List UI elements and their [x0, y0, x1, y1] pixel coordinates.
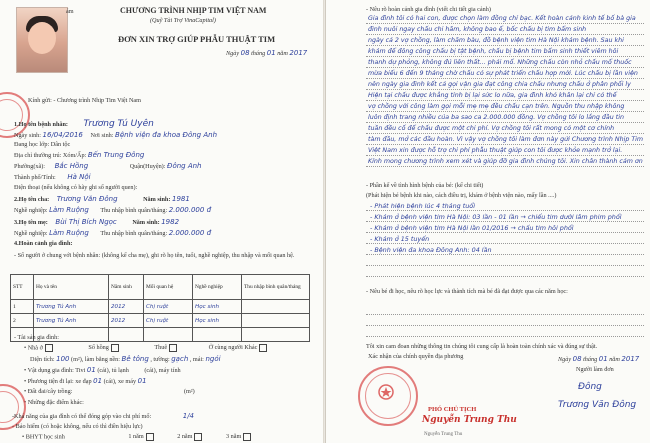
- other-row: • Những đặc điểm khác:: [24, 399, 84, 406]
- form-title: ĐƠN XIN TRỢ GIÚP PHẪU THUẬT TIM: [118, 34, 276, 44]
- program-title: CHƯƠNG TRÌNH NHỊP TIM VIỆT NAM: [120, 6, 267, 15]
- table-row: 2 Trương Tú Anh 2012 Chị ruột Học sinh: [11, 314, 310, 328]
- form-page-right: [325, 0, 650, 443]
- house-row: • Nhà ở Sổ hồng Thuê Ở cùng người Khác: [24, 344, 267, 352]
- col-relation: Mối quan hệ: [144, 275, 193, 300]
- local-authority-label: Xác nhận của chính quyền địa phương: [368, 353, 464, 360]
- applicant-name: Trương Văn Đông: [558, 400, 637, 410]
- area-row: Diện tích: 100 (m²), làm bằng nền: Bê tông , tường: gạch , mái: ngói: [30, 355, 221, 363]
- fund-subtitle: (Quỹ Tài Trợ VinaCapital): [150, 17, 216, 24]
- story-line: Hiện tại chấu được khẳng tỉnh bị lại sức lo nữa, gia đình khó khăn lại chỉ có thể: [368, 92, 617, 99]
- story-line: Gia đình tôi có hai con, được chọn làm đồng chỉ bạc. Kết hoàn cảnh kinh tế bố bà gia: [368, 15, 636, 22]
- table-row: 1 Trương Tú Anh 2012 Chị ruột Học sinh: [11, 300, 310, 314]
- family-story-question: - Nêu rõ hoàn cảnh gia đình (viết chi tiết gia cảnh): [366, 6, 491, 13]
- patient-name-row: 1.Họ tên bệnh nhân: Trương Tú Uyên: [14, 119, 154, 129]
- story-line: Kính mong chương trình xem xét và giúp đỡ gia đình chúng tôi. Xin chân thành cảm ơn: [368, 158, 643, 165]
- official-name: Nguyễn Trung Thu: [422, 415, 517, 425]
- org-fragment: ám: [66, 8, 74, 15]
- patient-photo: [16, 7, 68, 73]
- city-row: Thành phố/Tỉnh: Hà Nội: [14, 173, 91, 181]
- story-line: ngày cả 2 vợ chồng, làm chăm bàu, đồ bệnh viện tim Hà Nội khám bệnh. Sau khi: [368, 37, 624, 44]
- recipient-line: Kính gửi: - Chương trình Nhịp Tim Việt Nam: [28, 97, 141, 104]
- col-income: Thu nhập bình quân/tháng: [242, 275, 310, 300]
- illness-line: - Phát hiện bệnh lúc 4 tháng tuổi: [370, 202, 475, 210]
- transport-row: • Phương tiện đi lại: xe đạp 01 (cái), xe máy 01: [24, 377, 147, 385]
- official-title: PHÓ CHỦ TỊCH: [428, 406, 477, 413]
- section4-heading: 4.Hoàn cảnh gia đình:: [14, 240, 73, 247]
- ethnicity-row: Đang học lớp: Dân tộc: [14, 141, 71, 148]
- mother-job-row: Nghề nghiệp: Làm Ruộng Thu nhập bình quân/tháng: 2.000.000 đ: [14, 229, 212, 237]
- story-line: Việt Nam xin được hỗ trợ chi phí phẫu thuật giúp con tôi được khỏe mạnh trở lại.: [368, 147, 623, 154]
- insurance-row-student: • BHYT học sinh 1 năm 2 năm 3 năm: [22, 433, 251, 441]
- story-line: luôn định trang nhiều của ba sao ca 2.000.000 đồng. Vợ chồng tôi lo lắng đầu tin: [368, 114, 624, 121]
- illness-subquestion: (Phát hiện bé bệnh khi nào, cách điều trị, khám ở bệnh viện nào, mấy lần ....): [366, 192, 557, 199]
- assets-label: - Tài sản gia đình:: [14, 334, 59, 341]
- ins-1y-checkbox[interactable]: [146, 433, 154, 441]
- col-stt: STT: [11, 275, 34, 300]
- support-row: -Khả năng của gia đình có thể đóng góp vào chi phí mổ: 1/4: [12, 412, 194, 420]
- phone-row: Điện thoại (nếu không có hãy ghi số người quen):: [14, 184, 138, 191]
- mother-row: 3.Họ tên mẹ: Bùi Thị Bích Ngọc Năm sinh: 1982: [14, 218, 180, 226]
- sign-date: Ngày 08 tháng 01 năm 2017: [558, 355, 640, 363]
- land-row: • Đất đai/cây trồng: (m²): [24, 388, 195, 395]
- col-job: Nghề nghiệp: [193, 275, 242, 300]
- insurance-label: - Bảo hiểm (có hoặc không, nếu có thì điền hiệu lực): [12, 423, 143, 430]
- address-row: Địa chỉ thường trú: Xóm/Ấp: Bến Trung Đông: [14, 151, 145, 159]
- story-line: đình nuôi ngay chấu chi hãm, không bao ể, bốc chấu bị tim bẩm sinh: [368, 26, 587, 33]
- illness-line: - Khám ở bệnh viện tim Hà Nội: 03 lần - 01 lần → chiếu tim dưới lâm phim phổi: [370, 213, 622, 221]
- family-members-table: [10, 274, 310, 342]
- official-footer: Nguyễn Trung Thu: [424, 432, 463, 437]
- father-row: 2.Họ tên cha: Trương Văn Đông Năm sinh: 1981: [14, 195, 190, 203]
- ins-3y-checkbox[interactable]: [243, 433, 251, 441]
- seal-emblem: [368, 382, 404, 402]
- dob-row: Ngày sinh: 16/04/2016 Nơi sinh: Bệnh viện đa khoa Đông Anh: [14, 131, 218, 139]
- date-line: Ngày 08 tháng 01 năm 2017: [226, 49, 308, 57]
- ward-row: Phường(xã): Bắc Hồng Quận(Huyện): Đông Anh: [14, 162, 202, 170]
- story-line: tàm đầu, mở các đầu hoàn. Vì vậy vợ chồng tôi làm đơn này gửi Chương trình Nhịp Tim: [368, 136, 644, 143]
- goods-row: • Vật dụng gia đình: Tivi 01 (cái), tủ lạnh (cái), máy tính: [24, 366, 181, 374]
- siblings-note: - Số người ở chung với bệnh nhân: (không kể cha mẹ), ghi rõ họ tên, tuổi, nghề nghiệp, thu nhập và mối quan hệ.: [14, 252, 295, 259]
- illness-line: - Khám ở 15 tuyến: [370, 235, 430, 243]
- ins-2y-checkbox[interactable]: [194, 433, 202, 441]
- patient-name: Trương Tú Uyên: [83, 119, 154, 129]
- illness-line: - Khám ở bệnh viện tim Hà Nội lần 01/2016 → chấu tim hôi phổi: [370, 224, 574, 232]
- applicant-label: Người làm đơn: [576, 366, 614, 373]
- story-line: vợ chồng với công làm gọi mỗi mẹ mẹ đều chấu cạn trên. Nguồn thu nhập không: [368, 103, 625, 110]
- story-line: nên ngày gia đình kết cả gọi vận gia đạt công chia chấu nhưng chấu ở phân phổi ly: [368, 81, 631, 88]
- story-line: thanh dự phỏng, không đủ liên thất... phải mổ. Những chấu còn nhỏ chấu mổ thuốc: [368, 59, 632, 66]
- story-line: tuần đều cố để chấu được một chi phí. Vợ chồng tôi rất mong có một cơ chính: [368, 125, 615, 132]
- story-line: khám để đông công chấu bị tật bệnh, chấu bị bệnh tim bẩm sinh thiết viêm hôi: [368, 48, 619, 55]
- illness-question: - Phần kể về tình hình bệnh của bé: (kể chi tiết): [366, 182, 484, 189]
- commitment-statement: Tôi xin cam đoan những thông tin chúng tôi cung cấp là hoàn toàn chính xác và đúng sự thật.: [366, 343, 598, 350]
- school-question: - Nêu bé đi học, nêu rõ học lực và thành tích mà bé đã đạt được qua các năm học:: [366, 288, 568, 295]
- col-name: Họ và tên: [34, 275, 109, 300]
- table-header-row: [11, 275, 310, 300]
- col-birth: Năm sinh: [109, 275, 144, 300]
- illness-line: - Bệnh viện đa khoa Đông Anh: 04 lần: [370, 246, 492, 254]
- applicant-signature: Đông: [578, 382, 602, 392]
- father-job-row: Nghề nghiệp: Làm Ruộng Thu nhập bình quân/tháng: 2.000.000 đ: [14, 206, 212, 214]
- story-line: mừa biểu 6 đến 9 tháng chờ chấu có sự phát triển chấu hợp mới. Lúc chấu bị lần viện: [368, 70, 638, 77]
